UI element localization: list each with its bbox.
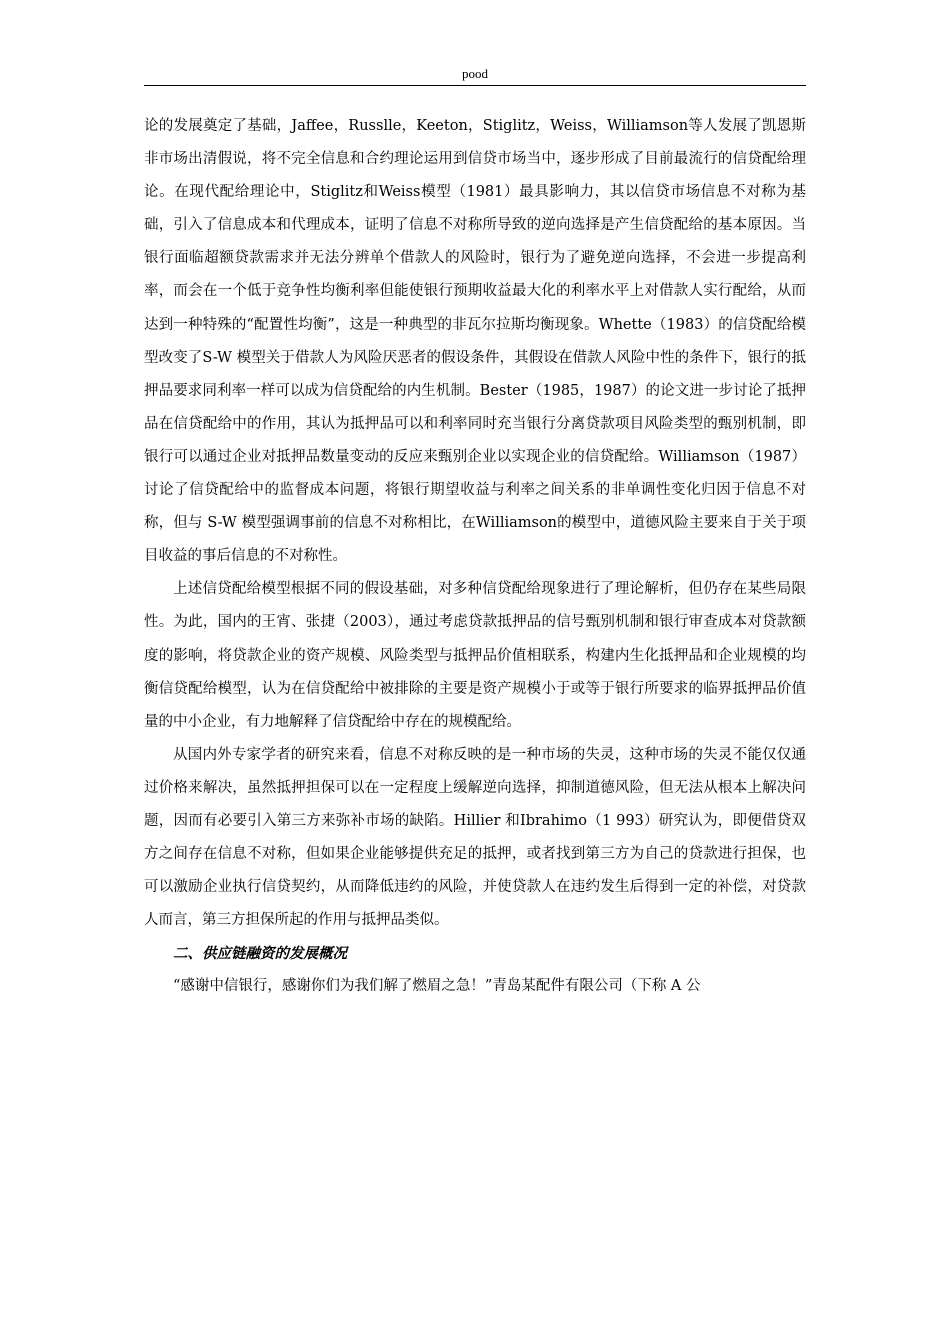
document-body bbox=[144, 110, 806, 1004]
section-heading: 二、供应链融资的发展概况 bbox=[173, 945, 347, 963]
page-header: pood bbox=[462, 66, 488, 81]
paragraph-model-limitations: 上述信贷配给模型根据不同的假设基础，对多种信贷配给现象进行了理论解析，但仍存在某些局限性。为此，国内的王宵、张捷（2003），通过考虑贷款抵押品的信号甄别机制和银行审查成本对贷款额度的影响，将贷款企业的资产规模、风险类型与抵押品价值相联系，构建内生化抵押品和企业规模的均衡信贷配给模型，认为在信贷配给中被排除的主要是资产规模小于或等于银行所要求的临界抵押品价值量的中小企业，有力地解释了信贷配给中存在的规模配给。 bbox=[144, 581, 806, 730]
paragraph-case-intro: “感谢中信银行，感谢你们为我们解了燃眉之急！”青岛某配件有限公司（下称 A 公 bbox=[173, 978, 701, 995]
paragraph-credit-rationing-theory: 论的发展奠定了基础，Jaffee，Russlle，Keeton，Stiglitz，Weiss，Williamson等人发展了凯恩斯非市场出清假说，将不完全信息和合约理论运用到信贷市场当中，逐步形成了目前最流行的信贷配给理论。在现代配给理论中，Stiglitz和Weiss模型（1981）最具影响力，其以信贷市场信息不对称为基础，引入了信息成本和代理成本，证明了信息不对称所导致的逆向选择是产生信贷配给的基本原因。当银行面临超额贷款需求并无法分辨单个借款人的风险时，银行为了避免逆向选择，不会进一步提高利率，而会在一个低于竞争性均衡利率但能使银行预期收益最大化的利率水平上对借款人实行配给，从而达到一种特殊的“配置性均衡”，这是一种典型的非瓦尔拉斯均衡现象。Whette（1983）的信贷配给模型改变了S-W 模型关于借款人为风险厌恶者的假设条件，其假设在借款人风险中性的条件下，银行的抵押品要求同利率一样可以成为信贷配给的内生机制。Bester（1985，1987）的论文进一步讨论了抵押品在信贷配给中的作用，其认为抵押品可以和利率同时充当银行分离贷款项目风险类型的甄别机制，即银行可以通过企业对抵押品数量变动的反应来甄别企业以实现企业的信贷配给。Williamson（1987）讨论了信贷配给中的监督成本问题，将银行期望收益与利率之间关系的非单调性变化归因于信息不对称，但与 S-W 模型强调事前的信息不对称相比，在Williamson的模型中，道德风险主要来自于关于项目收益的事后信息的不对称性。 bbox=[144, 118, 806, 565]
paragraph-third-party-guarantee: 从国内外专家学者的研究来看，信息不对称反映的是一种市场的失灵，这种市场的失灵不能仅仅通过价格来解决，虽然抵押担保可以在一定程度上缓解逆向选择，抑制道德风险，但无法从根本上解决问题，因而有必要引入第三方来弥补市场的缺陷。Hillier 和Ibrahimo（1 993）研究认为，即便借贷双方之间存在信息不对称，但如果企业能够提供充足的抵押，或者找到第三方为自己的贷款进行担保，也可以激励企业执行信贷契约，从而降低违约的风险，并使贷款人在违约发生后得到一定的补偿，对贷款人而言，第三方担保所起的作用与抵押品类似。 bbox=[144, 746, 806, 929]
header-divider bbox=[144, 85, 806, 86]
